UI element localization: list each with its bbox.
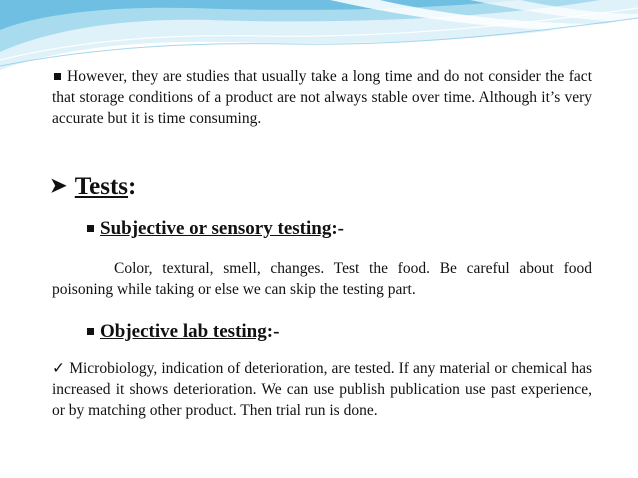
- objective-testing-suffix: :-: [266, 321, 280, 342]
- objective-testing-paragraph: [52, 358, 592, 421]
- square-bullet-icon: [54, 73, 61, 80]
- tests-heading-label: Tests: [74, 173, 129, 200]
- objective-testing-text: Microbiology, indication of deterioration, are tested. If any material or chemical has increased it shows deterioration. We can use publish publication use past experience, or by matching other product. Then trial run is done.: [52, 360, 592, 419]
- objective-testing-label: Objective lab testing: [100, 321, 267, 342]
- subjective-testing-paragraph: Color, textural, smell, changes. Test the food. Be careful about food poisoning while taking or else we can skip the testing part.: [52, 260, 592, 298]
- checkmark-icon: ✓: [52, 360, 66, 377]
- objective-testing-heading: [85, 321, 279, 343]
- tests-heading-suffix: :: [128, 173, 137, 200]
- subjective-testing-label: Subjective or sensory testing: [100, 218, 332, 239]
- intro-paragraph: [52, 66, 592, 129]
- intro-text: However, they are studies that usually take a long time and do not consider the fact that storage conditions of a product are not always stable over time. Although it’s very accurate but it is time consuming.: [52, 68, 592, 127]
- square-bullet-icon: [87, 328, 94, 335]
- square-bullet-icon: [87, 225, 94, 232]
- subjective-testing-suffix: :-: [331, 218, 344, 239]
- subjective-testing-heading: [85, 218, 344, 240]
- arrow-bullet-icon: ➤: [50, 175, 67, 197]
- tests-heading: [50, 173, 136, 201]
